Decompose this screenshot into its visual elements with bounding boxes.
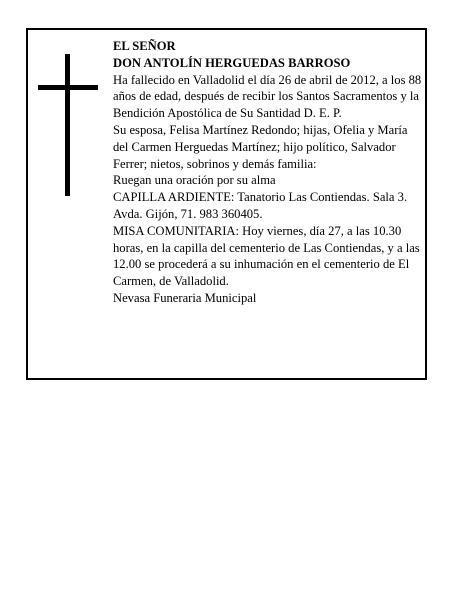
funeral-home: Nevasa Funeraria Municipal [113, 290, 257, 305]
obituary-text [113, 38, 423, 307]
family-members: Su esposa, Felisa Martínez Redondo; hijas, Ofelia y María del Carmen Herguedas Martínez; hijo político, Salvador Ferrer; nietos, sobrinos y demás familia: [113, 122, 408, 171]
deceased-name: DON ANTOLÍN HERGUEDAS BARROSO [113, 55, 351, 70]
cross-horizontal-bar [38, 85, 98, 90]
cross-icon [38, 54, 98, 196]
mass-info: MISA COMUNITARIA: Hoy viernes, día 27, a las 10.30 horas, en la capilla del cementerio de Las Contiendas, y a las 12.00 se procederá a su inhumación en el cementerio de El Carmen, de Valladolid. [113, 223, 420, 289]
chapel-info: CAPILLA ARDIENTE: Tanatorio Las Contiendas. Sala 3. Avda. Gijón, 71. 983 360405. [113, 190, 408, 221]
cross-vertical-bar [65, 54, 70, 196]
heading-title: EL SEÑOR [113, 39, 176, 53]
prayer-request: Ruegan una oración por su alma [113, 173, 276, 188]
death-announcement: Ha fallecido en Valladolid el día 26 de abril de 2012, a los 88 años de edad, después de recibir los Santos Sacramentos y la Bendición Apostólica de Su Santidad D. E. P. [113, 72, 422, 121]
